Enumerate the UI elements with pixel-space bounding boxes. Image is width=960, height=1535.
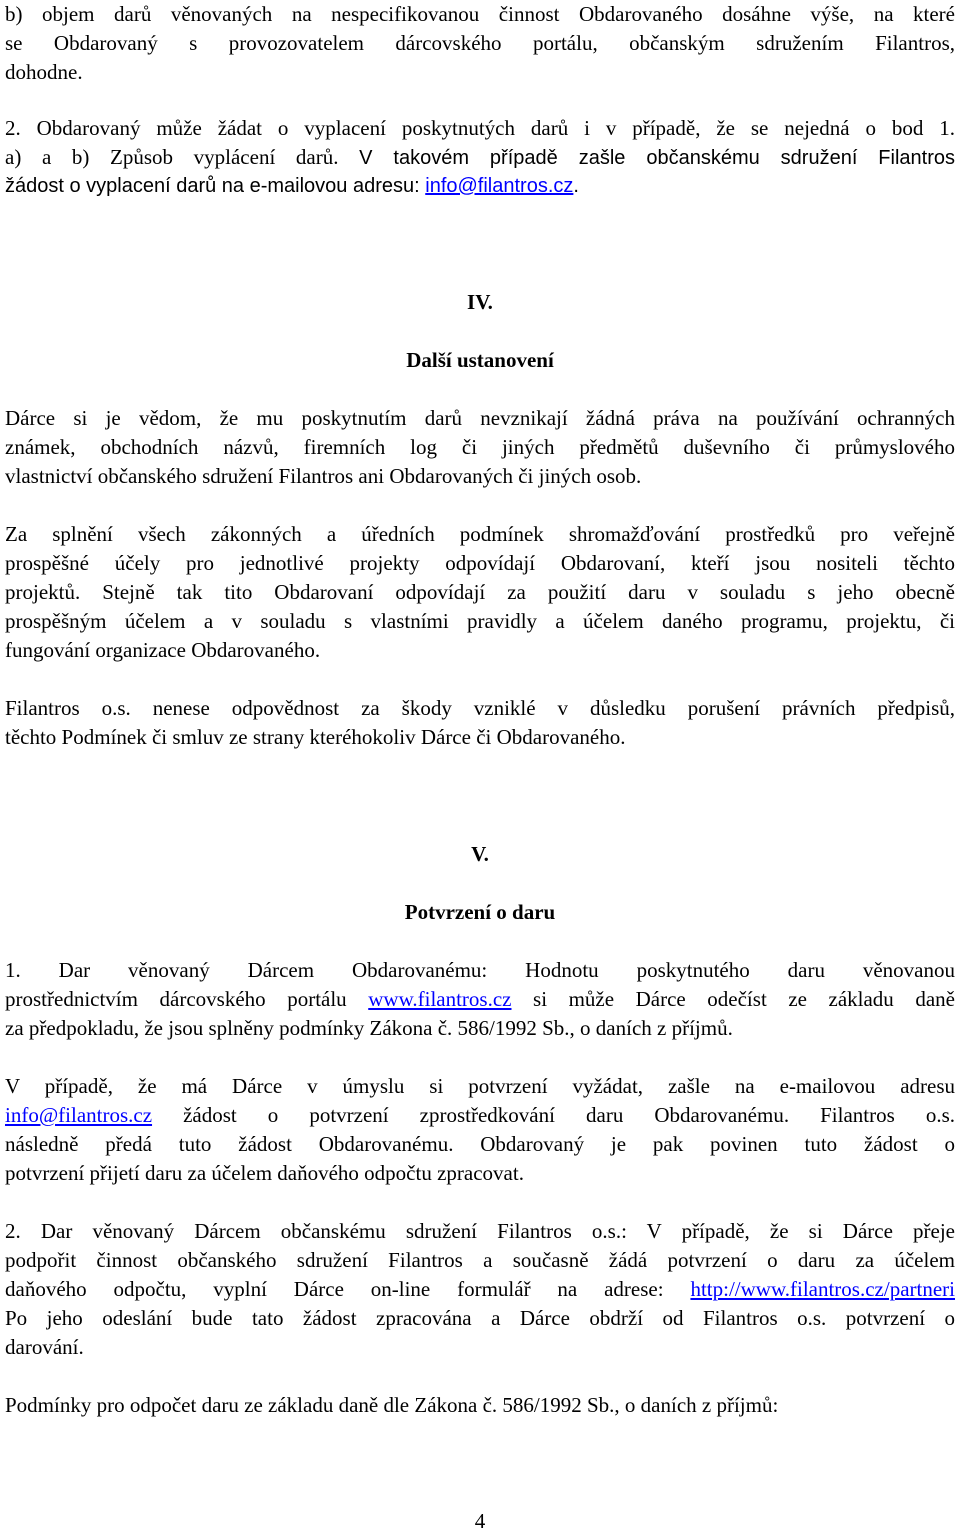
intro-2-line-3 (5, 172, 955, 201)
section-5-p2-line-3: následně předá tuto žádost Obdarovanému. Obdarovaný je pak povinen tuto žádost o (5, 1132, 955, 1156)
section-5-p3-line-3 (5, 1275, 955, 1304)
section-5-p3-line-4: Po jeho odeslání bude tato žádost zpracována a Dárce obdrží od Filantros o.s. potvrzení o (5, 1306, 955, 1330)
section-5-p2-line-2b: žádost o potvrzení zprostředkování daru Obdarovanému. Filantros o.s. (152, 1103, 955, 1127)
section-5-p2-line-4: potvrzení přijetí daru za účelem daňového odpočtu zpracovat. (5, 1161, 524, 1185)
section-4-p2-line-3: projektů. Stejně tak tito Obdarovaní odpovídají za použití daru v souladu s jeho obecně (5, 580, 955, 604)
section-4-p1-line-2: známek, obchodních názvů, firemních log či jiných předmětů duševního či průmyslového (5, 435, 955, 459)
portal-link[interactable]: www.filantros.cz (368, 987, 512, 1011)
intro-2-line-2 (5, 143, 955, 173)
intro-b-line-1: b) objem darů věnovaných na nespecifikovanou činnost Obdarovaného dosáhne výše, na které (5, 2, 955, 26)
section-5-p3-line-5: darování. (5, 1335, 84, 1359)
section-4-number: IV. (467, 290, 493, 314)
intro-2-line-3a: žádost o vyplacení darů na e-mailovou adresu: (5, 175, 426, 197)
intro-2-line-2a: a) a b) Způsob vyplácení darů. (5, 145, 339, 169)
section-4-p3-line-1: Filantros o.s. nenese odpovědnost za škody vzniklé v důsledku porušení právních předpisů, (5, 696, 955, 720)
section-5-p3-line-3a: daňového odpočtu, vyplní Dárce on-line formulář na adrese: (5, 1277, 691, 1301)
section-5-p2-line-2 (5, 1101, 955, 1130)
section-5-p1-line-2 (5, 985, 955, 1014)
page-number: 4 (474, 1509, 486, 1533)
section-5-p4: Podmínky pro odpočet daru ze základu daně dle Zákona č. 586/1992 Sb., o daních z příjmů: (5, 1393, 779, 1417)
email-link-2[interactable]: info@filantros.cz (5, 1103, 153, 1127)
intro-2-line-3c: . (573, 175, 579, 197)
section-5-p2-line-1: V případě, že má Dárce v úmyslu si potvrzení vyžádat, zašle na e-mailovou adresu (5, 1074, 955, 1098)
section-5-p1-line-2b: si může Dárce odečíst ze základu daně (511, 987, 955, 1011)
section-5-p3-line-1: 2. Dar věnovaný Dárcem občanskému sdružení Filantros o.s.: V případě, že si Dárce přeje (5, 1219, 955, 1243)
section-4-p2-line-4: prospěšným účelem a v souladu s vlastními pravidly a účelem daného programu, projektu, či (5, 609, 955, 633)
section-4-p1-line-1: Dárce si je vědom, že mu poskytnutím darů nevznikají žádná práva na používání ochranných (5, 406, 955, 430)
email-link[interactable]: info@filantros.cz (425, 175, 574, 197)
section-5-p1-line-1: 1. Dar věnovaný Dárcem Obdarovanému: Hodnotu poskytnutého daru věnovanou (5, 958, 955, 982)
partneri-link[interactable]: http://www.filantros.cz/partneri (690, 1277, 955, 1301)
section-5-title: Potvrzení o daru (404, 900, 556, 924)
section-5-p1-line-2a: prostřednictvím dárcovského portálu (5, 987, 369, 1011)
section-4-p3-line-2: těchto Podmínek či smluv ze strany kteréhokoliv Dárce či Obdarovaného. (5, 725, 626, 749)
intro-b-line-2: se Obdarovaný s provozovatelem dárcovského portálu, občanským sdružením Filantros, (5, 31, 955, 55)
intro-2-line-2b: V takovém případě zašle občanskému sdružení Filantros (359, 147, 955, 169)
section-5-p1-line-3: za předpokladu, že jsou splněny podmínky Zákona č. 586/1992 Sb., o daních z příjmů. (5, 1016, 733, 1040)
section-4-p2-line-2: prospěšné účely pro jednotlivé projekty odpovídají Obdarovaní, kteří jsou nositeli těchto (5, 551, 955, 575)
intro-b-line-3: dohodne. (5, 60, 83, 84)
intro-2-line-1: 2. Obdarovaný může žádat o vyplacení poskytnutých darů i v případě, že se nejedná o bod 1. (5, 116, 955, 140)
section-5-number: V. (471, 842, 489, 866)
section-4-p2-line-1: Za splnění všech zákonných a úředních podmínek shromažďování prostředků pro veřejně (5, 522, 955, 546)
section-5-p3-line-2: podpořit činnost občanského sdružení Filantros a současně žádá potvrzení o daru za účelem (5, 1248, 955, 1272)
section-4-p2-line-5: fungování organizace Obdarovaného. (5, 638, 321, 662)
section-4-title: Další ustanovení (406, 348, 554, 372)
section-4-p1-line-3: vlastnictví občanského sdružení Filantros ani Obdarovaných či jiných osob. (5, 464, 642, 488)
